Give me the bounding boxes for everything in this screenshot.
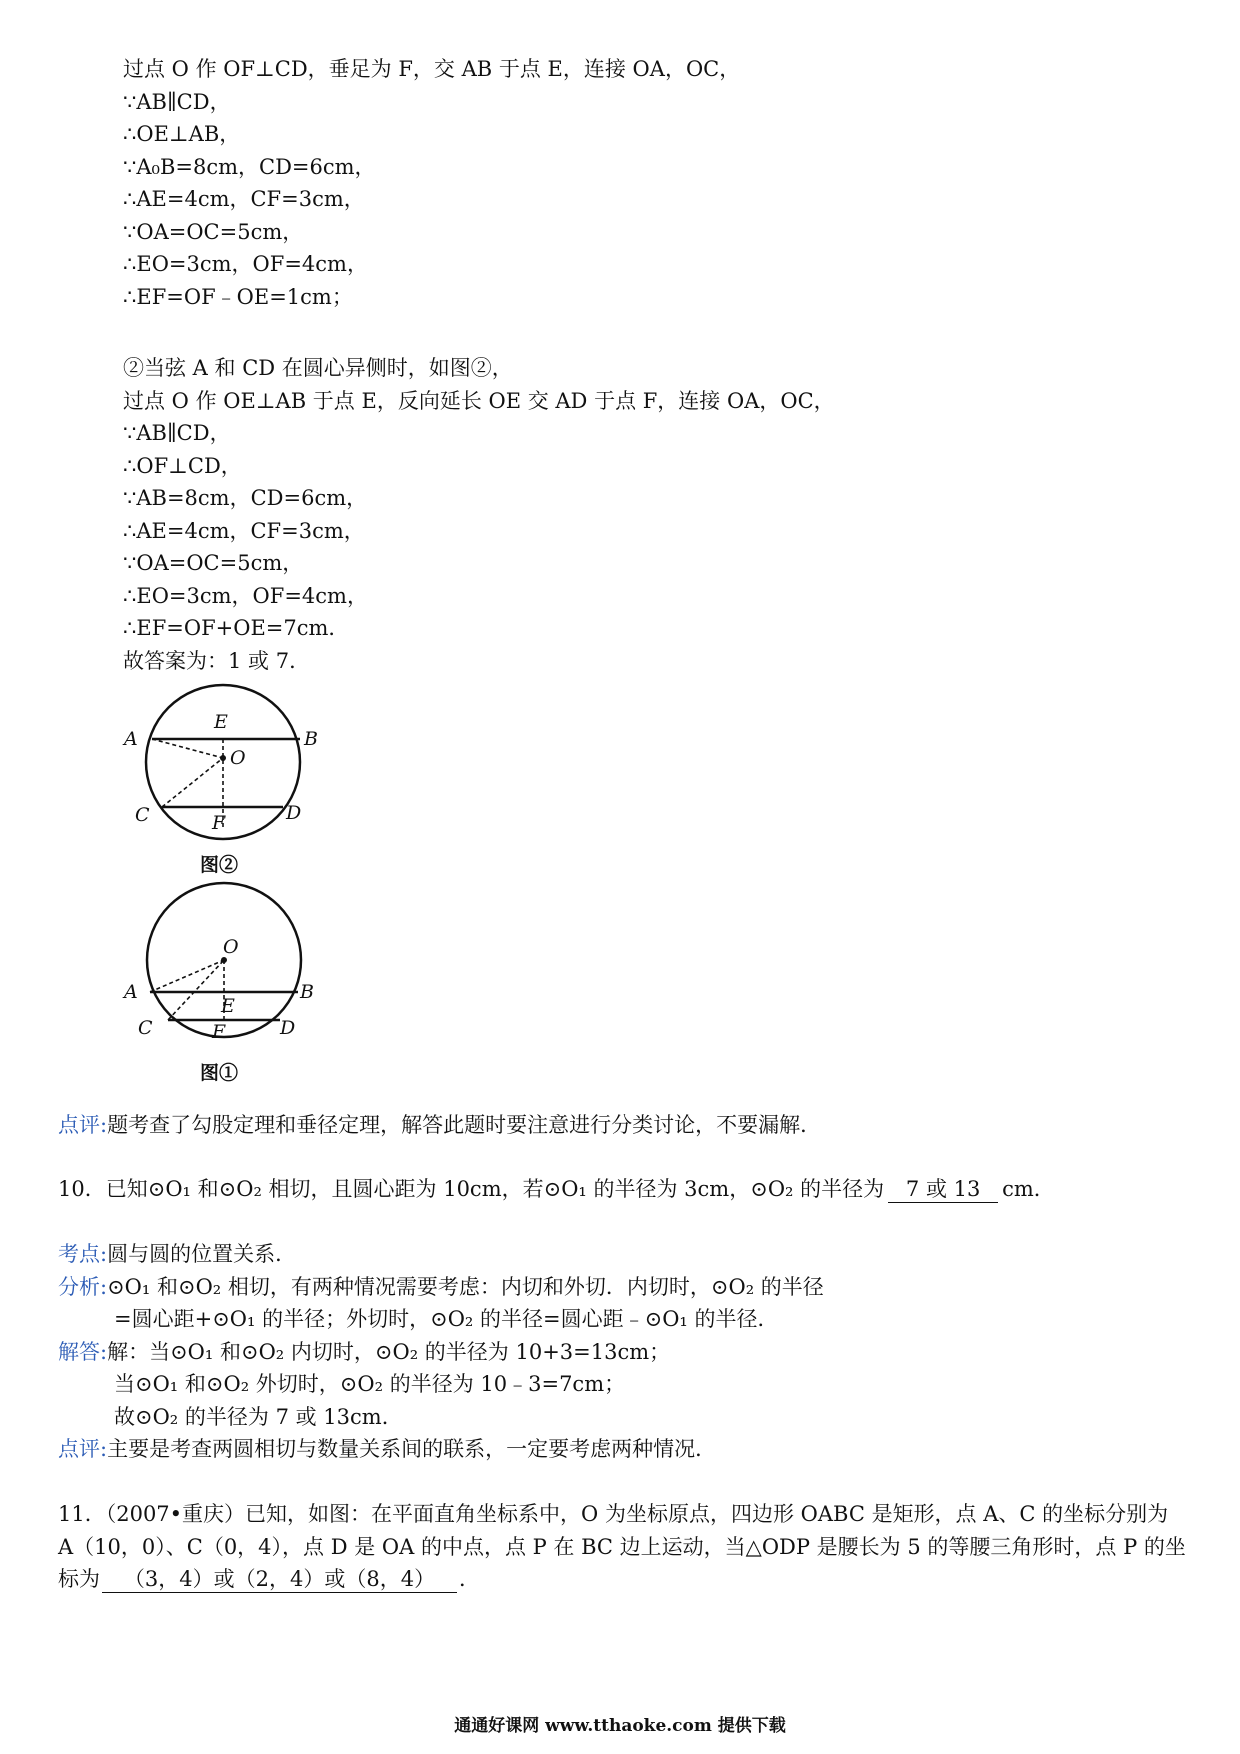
case1-line: ∴EF=OF﹣OE=1cm； (123, 285, 353, 309)
case1-line: ∵OA=OC=5cm， (123, 220, 304, 244)
q10-analysis-label: 分析: (58, 1275, 108, 1299)
figure-2-label-c: C (135, 804, 150, 826)
q9-comment-text: 题考查了勾股定理和垂径定理，解答此题时要注意进行分类讨论，不要漏解． (107, 1113, 822, 1137)
q10-answer: 7 或 13 (888, 1176, 998, 1203)
q10-topic-text: 圆与圆的位置关系． (107, 1242, 297, 1266)
q10-unit: cm． (1002, 1177, 1055, 1201)
case1-line: ∴OE⊥AB， (123, 122, 241, 146)
case2-line: ∴EO=3cm，OF=4cm， (123, 584, 368, 608)
case1-line: ∵AB∥CD， (123, 90, 231, 114)
q10-comment (58, 1434, 716, 1464)
figure-1-label-b: B (300, 981, 314, 1003)
q11-prefix: 标为 (58, 1567, 100, 1591)
figure-1-label-d: D (280, 1017, 296, 1039)
q11-line: A（10，0）、C（0，4），点 D 是 OA 的中点，点 P 在 BC 边上运动，当△ODP 是腰长为 5 的等腰三角形时，点 P 的坐 (58, 1535, 1186, 1559)
q10-topic (58, 1239, 296, 1269)
q10-solution-line: 当⊙O₁ 和⊙O₂ 外切时，⊙O₂ 的半径为 10﹣3=7cm； (114, 1372, 626, 1396)
figure-1-label-f: F (212, 1021, 226, 1043)
figure-2-caption: 图② (200, 854, 239, 876)
q10-comment-label: 点评: (58, 1437, 108, 1461)
q10-analysis-line: =圆心距+⊙O₁ 的半径；外切时，⊙O₂ 的半径=圆心距﹣⊙O₁ 的半径． (114, 1307, 779, 1331)
page-footer: 通通好课网 www.tthaoke.com 提供下载 (454, 1716, 786, 1736)
case1-line: ∴AE=4cm，CF=3cm， (123, 187, 365, 211)
figure-2-diagram (120, 680, 330, 850)
q10-solution (58, 1337, 670, 1367)
case2-line: ∵AB∥CD， (123, 421, 231, 445)
q10-solution-label: 解答: (58, 1340, 108, 1364)
case2-line: ②当弦 A 和 CD 在圆心异侧时，如图②， (123, 356, 513, 380)
case2-line: ∴AE=4cm，CF=3cm， (123, 519, 365, 543)
q9-comment (58, 1110, 821, 1140)
case1-line: ∵A₀B=8cm，CD=6cm， (123, 155, 376, 179)
case2-line: ∵OA=OC=5cm， (123, 551, 304, 575)
case2-line: 故答案为：1 或 7． (123, 649, 311, 673)
figure-1-label-o: O (223, 936, 239, 958)
q10-stem (58, 1174, 1055, 1204)
case2-line: 过点 O 作 OE⊥AB 于点 E，反向延长 OE 交 AD 于点 F，连接 OA，OC， (123, 389, 835, 413)
q11-suffix: ． (459, 1567, 480, 1591)
figure-1-diagram (120, 880, 330, 1055)
q10-solution-line: 故⊙O₂ 的半径为 7 或 13cm． (114, 1405, 403, 1429)
figure-2-label-f: F (212, 812, 226, 834)
figure-1-caption: 图① (200, 1062, 239, 1084)
q11-answer: （3，4）或（2，4）或（8，4） (102, 1566, 457, 1593)
case2-line: ∵AB=8cm，CD=6cm， (123, 486, 368, 510)
case1-line: 过点 O 作 OF⊥CD，垂足为 F，交 AB 于点 E，连接 OA，OC， (123, 57, 741, 81)
q11-line: 11．（2007•重庆）已知，如图：在平面直角坐标系中，O 为坐标原点，四边形 OABC 是矩形，点 A、C 的坐标分别为 (58, 1502, 1169, 1526)
figure-2-label-a: A (124, 728, 138, 750)
case2-line: ∴EF=OF+OE=7cm． (123, 616, 350, 640)
q10-stem-text: 10．已知⊙O₁ 和⊙O₂ 相切，且圆心距为 10cm，若⊙O₁ 的半径为 3cm，⊙O₂ 的半径为 (58, 1177, 885, 1201)
figure-1-label-e: E (221, 995, 235, 1017)
figure-2-label-o: O (230, 747, 246, 769)
q9-comment-label: 点评: (58, 1113, 108, 1137)
case2-line: ∴OF⊥CD， (123, 454, 242, 478)
figure-1-label-a: A (124, 981, 138, 1003)
figure-1-label-c: C (138, 1017, 153, 1039)
q10-solution-line: 解：当⊙O₁ 和⊙O₂ 内切时，⊙O₂ 的半径为 10+3=13cm； (107, 1340, 671, 1364)
q10-analysis (58, 1272, 824, 1302)
q10-comment-text: 主要是考查两圆相切与数量关系间的联系，一定要考虑两种情况． (107, 1437, 717, 1461)
q11-line-3 (58, 1564, 480, 1594)
figure-2-label-e: E (214, 711, 228, 733)
case1-line: ∴EO=3cm，OF=4cm， (123, 252, 368, 276)
figure-2-label-b: B (304, 728, 318, 750)
q10-analysis-line: ⊙O₁ 和⊙O₂ 相切，有两种情况需要考虑：内切和外切．内切时，⊙O₂ 的半径 (107, 1275, 824, 1299)
figure-2-label-d: D (286, 802, 302, 824)
q10-topic-label: 考点: (58, 1242, 108, 1266)
